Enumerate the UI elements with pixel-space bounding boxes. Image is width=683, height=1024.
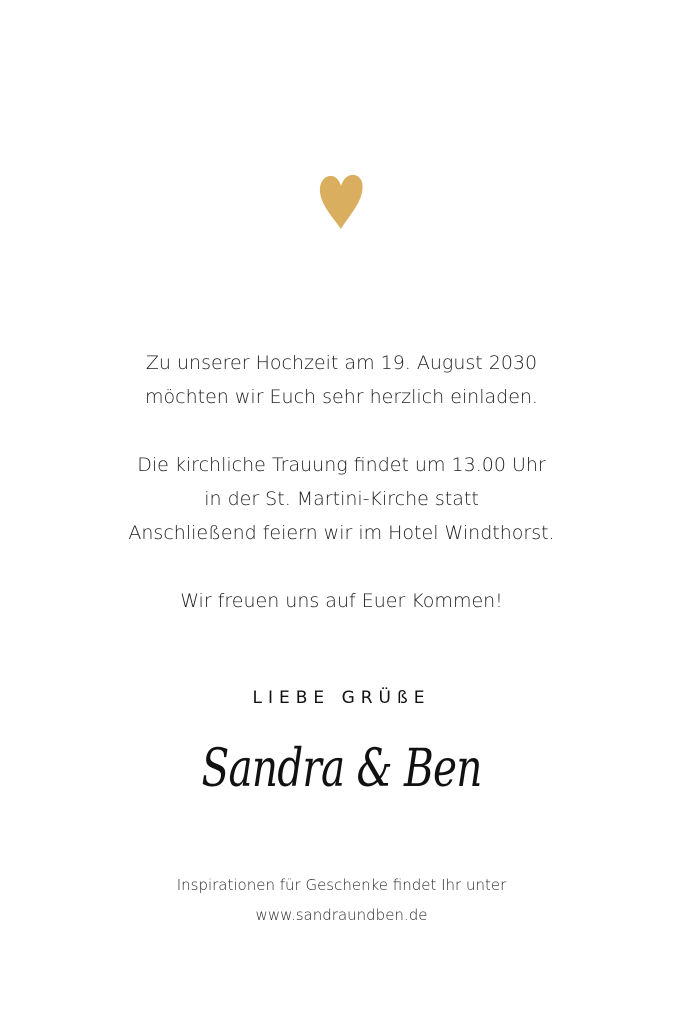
- invitation-paragraph-ceremony: [0, 448, 683, 550]
- footer-note: [0, 870, 683, 930]
- heart-shape: [320, 175, 363, 229]
- invitation-line: in der St. Martini-Kirche statt: [204, 488, 479, 510]
- invitation-line: Wir freuen uns auf Euer Kommen!: [180, 590, 503, 612]
- invitation-line: Zu unserer Hochzeit am 19. August 2030: [145, 352, 538, 374]
- invitation-line: möchten wir Euch sehr herzlich einladen.: [145, 386, 538, 408]
- invitation-paragraph-date: [0, 346, 683, 414]
- greeting-heading: LIEBE GRÜßE: [252, 688, 431, 708]
- footer-text: Inspirationen für Geschenke findet Ihr unter: [176, 876, 507, 894]
- invitation-line: Anschließend feiern wir im Hotel Windthorst.: [128, 522, 555, 544]
- invitation-paragraph-closing: [0, 584, 683, 618]
- invitation-line: Die kirchliche Trauung findet um 13.00 Uhr: [137, 454, 546, 476]
- website-link[interactable]: www.sandraundben.de: [255, 906, 428, 924]
- signature: Sandra & Ben: [201, 739, 482, 799]
- heart-icon: [316, 172, 366, 232]
